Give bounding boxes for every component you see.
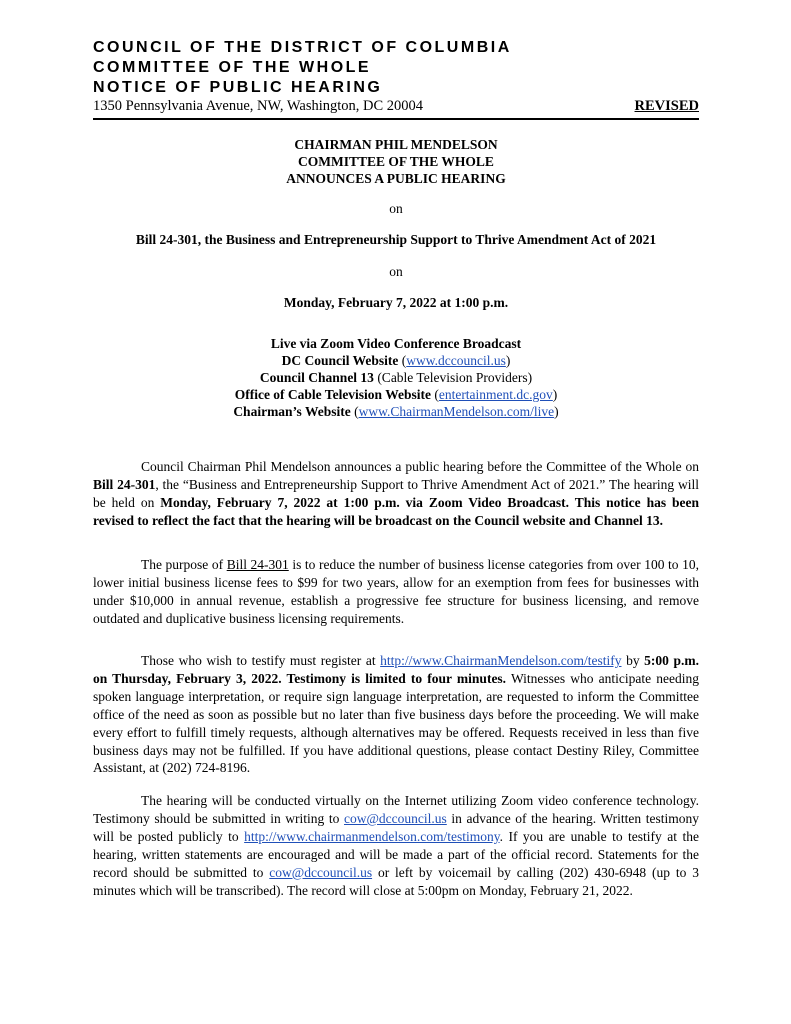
bill-link[interactable]: Bill 24-301 [226,557,289,572]
announce-hearing: ANNOUNCES A PUBLIC HEARING [286,171,506,186]
cow-email-link-1[interactable]: cow@dccouncil.us [344,810,447,826]
cow-email-link-2[interactable]: cow@dccouncil.us [269,864,373,880]
testimony-link[interactable]: http://www.chairmanmendelson.com/testimony [244,828,500,844]
address-row [93,97,699,115]
hearing-date: Monday, February 7, 2022 at 1:00 p.m. [283,295,509,310]
cable-label: Office of Cable Television Website [234,387,431,402]
header-committee: COMMITTEE OF THE WHOLE [93,59,372,76]
channel-label: Council Channel 13 [259,370,374,385]
bill-title: Bill 24-301, the Business and Entrepreneurship Support to Thrive Amendment Act of 2021 [135,232,657,247]
broadcast-cable: Office of Cable Television Website (entertainment.dc.gov) [234,387,558,402]
broadcast-title: Live via Zoom Video Conference Broadcast [270,336,522,351]
broadcast-channel [93,369,699,386]
testify-link[interactable]: http://www.ChairmanMendelson.com/testify [380,653,622,668]
broadcast-dc-council: DC Council Website (www.dccouncil.us) [281,353,511,368]
broadcast-chairman: Chairman’s Website (www.ChairmanMendelson.com/live) [233,404,559,419]
header-rule [93,118,699,120]
on-label-2: on [389,264,403,279]
address: 1350 Pennsylvania Avenue, NW, Washington, DC 20004 [93,98,424,114]
chairman-site-link[interactable]: www.ChairmanMendelson.com/live [358,404,555,419]
channel-note: (Cable Television Providers) [377,370,533,385]
revised-label: REVISED [634,98,699,114]
header-council: COUNCIL OF THE DISTRICT OF COLUMBIA [93,39,512,56]
dc-council-link[interactable]: www.dccouncil.us [406,353,506,368]
header-notice: NOTICE OF PUBLIC HEARING [93,79,383,96]
cable-link[interactable]: entertainment.dc.gov [438,387,553,402]
paragraph-announcement: Council Chairman Phil Mendelson announces a public hearing before the Committee of the Whole on Bill 24-301, the “Business and Entrepreneurship Support to Thrive Amendment Act of 2021.” The hearing will be held on Monday, February 7, 2022 at 1:00 p.m. via Zoom Video Broadcast. This notice has been revised to reflect the fact that the hearing will be broadcast on the Council website and Channel 13. [93,459,699,528]
dc-council-label: DC Council Website [281,353,399,368]
paragraph-purpose: The purpose of Bill 24-301 is to reduce the number of business license categories from over 100 to 10, lower initial business license fees to $99 for two years, allow for an exemption from fees for businesses with under $10,000 in annual revenue, establish a progressive fee structure for business licensing, and remove outdated and duplicative business licensing requirements. [93,557,699,626]
announce-chairman: CHAIRMAN PHIL MENDELSON [294,137,498,152]
on-label-1: on [389,201,403,216]
paragraph-testimony: The hearing will be conducted virtually on the Internet utilizing Zoom video conference technology. Testimony should be submitted in writing to cow@dccouncil.us in advance of the hearing. Written testimony will be posted publicly to http://www.chairmanmendelson.com/testimony. If you are unable to testify at the hearing, written statements are encouraged and will be made a part of the official record. Statements for the record should be submitted to cow@dccouncil.us or left by voicemail by calling (202) 430-6948 (up to 3 minutes which will be transcribed). The record will close at 5:00pm on Monday, February 21, 2022. [93,793,699,898]
paragraph-testify: Those who wish to testify must register at http://www.ChairmanMendelson.com/testify by 5:00 p.m. on Thursday, February 3, 2022. Testimony is limited to four minutes. Witnesses who anticipate needing spoken language interpretation, or require sign language interpretation, are requested to inform the Committee office of the need as soon as possible but no later than five business days before the proceeding. We will make every effort to fulfill timely requests, although alternatives may be offered. Requests received in less than five business days may not be fulfilled. If you have additional questions, please contact Destiny Riley, Committee Assistant, at (202) 724-8196. [93,653,700,776]
announce-committee: COMMITTEE OF THE WHOLE [298,154,494,169]
chairman-site-label: Chairman’s Website [233,404,351,419]
